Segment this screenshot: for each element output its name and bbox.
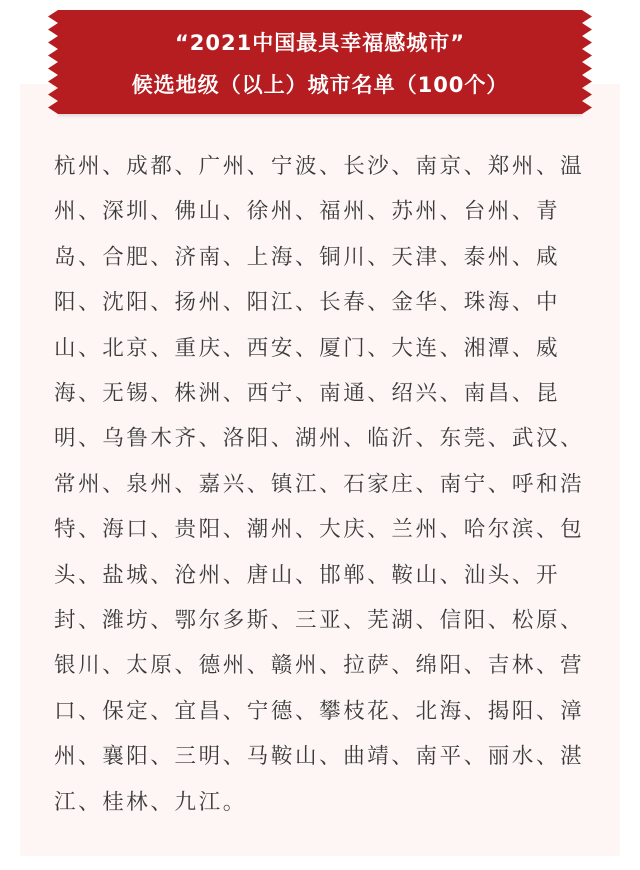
banner-left-notch (48, 10, 58, 114)
city-list-paragraph: 杭州、成都、广州、宁波、长沙、南京、郑州、温州、深圳、佛山、徐州、福州、苏州、台州、青岛、合肥、济南、上海、铜川、天津、泰州、咸阳、沈阳、扬州、阳江、长春、金华、珠海、中山、北京、重庆、西安、厦门、大连、湘潭、威海、无锡、株洲、西宁、南通、绍兴、南昌、昆明、乌鲁木齐、洛阳、湖州、临沂、东莞、武汉、常州、泉州、嘉兴、镇江、石家庄、南宁、呼和浩特、海口、贵阳、潮州、大庆、兰州、哈尔滨、包头、盐城、沧州、唐山、邯郸、鞍山、汕头、开封、潍坊、鄂尔多斯、三亚、芜湖、信阳、松原、银川、太原、德州、赣州、拉萨、绵阳、吉林、营口、保定、宜昌、宁德、攀枝花、北海、揭阳、漳州、襄阳、三明、马鞍山、曲靖、南平、丽水、湛江、桂林、九江。 (54, 154, 585, 815)
banner-right-notch (582, 10, 592, 114)
title-banner (58, 10, 582, 114)
banner-title-line1: “2021中国最具幸福感城市” (174, 31, 466, 55)
banner-title-line2: 候选地级（以上）城市名单（100个） (131, 73, 509, 97)
